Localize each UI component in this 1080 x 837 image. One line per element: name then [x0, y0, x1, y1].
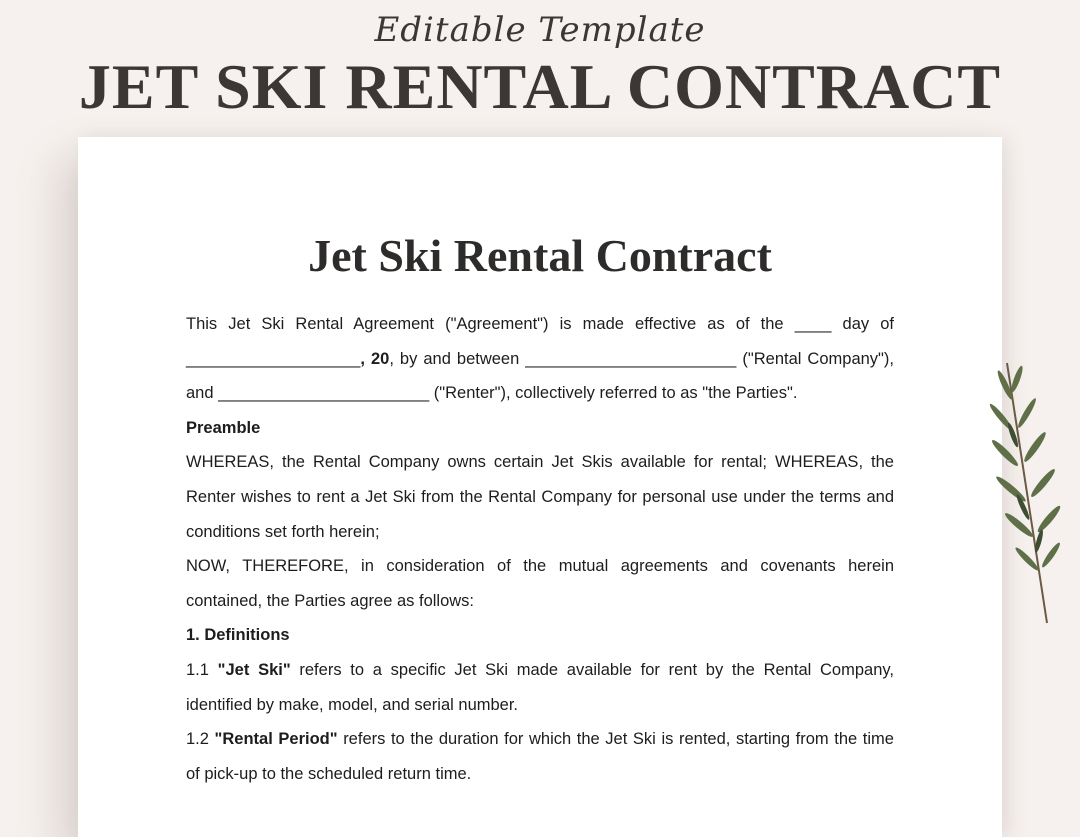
document-title: Jet Ski Rental Contract: [308, 230, 772, 281]
preamble-heading: Preamble: [186, 418, 261, 437]
intro-year: , 20: [360, 349, 390, 368]
intro-text-1: This Jet Ski Rental Agreement ("Agreement") is made effective as of the ____ day of ___________________: [186, 315, 894, 368]
now-therefore-paragraph: NOW, THEREFORE, in consideration of the mutual agreements and covenants herein contained, the Parties agree as follows:: [186, 557, 894, 610]
intro-text-2: , by and between _______________________ ("Rental Company"), and _______________________ ("Renter"), collectively referred to as "the Parties".: [186, 349, 894, 403]
definitions-heading: 1. Definitions: [186, 626, 290, 645]
def-number: 1.1: [186, 660, 209, 679]
def-term: "Jet Ski": [217, 660, 291, 679]
whereas-2: WHEREAS, the Renter wishes to rent a Jet Ski from the Rental Company for personal use under the terms and conditions set forth herein;: [186, 453, 894, 541]
banner-title: JET SKI RENTAL CONTRACT: [78, 51, 1002, 122]
intro-paragraph: [186, 307, 894, 411]
rosemary-sprig-decoration: [985, 355, 1065, 630]
whereas-paragraph: [186, 445, 894, 549]
document-page: [78, 137, 1002, 837]
definition-1-2: [186, 722, 894, 791]
document-body: [186, 307, 894, 791]
def-text: refers to the duration for which the Jet Ski is rented, starting from the time of pick-up to the scheduled return time.: [186, 730, 894, 783]
def-number: 1.2: [186, 730, 209, 749]
definition-1-1: [186, 653, 894, 722]
banner-tagline: Editable Template: [374, 10, 706, 50]
whereas-1: WHEREAS, the Rental Company owns certain Jet Skis available for rental;: [186, 453, 767, 472]
def-text: refers to a specific Jet Ski made available for rent by the Rental Company, identified by make, model, and serial number.: [186, 660, 894, 714]
def-term: "Rental Period": [214, 730, 338, 749]
